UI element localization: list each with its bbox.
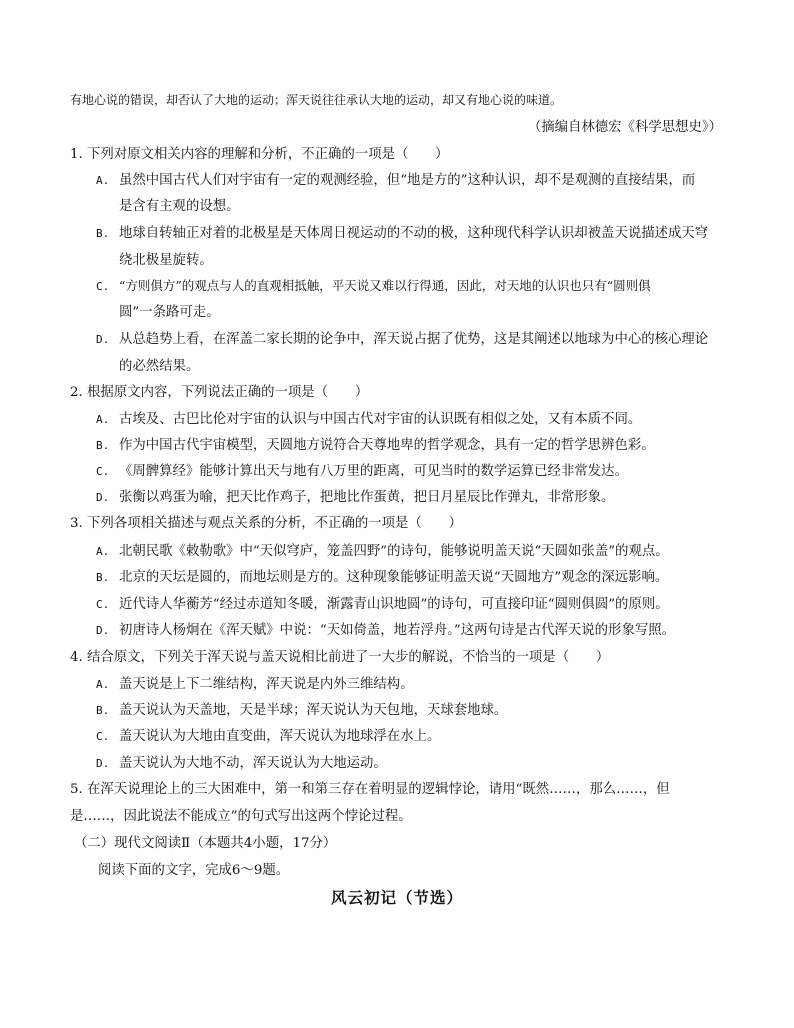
q1-option-c	[96, 276, 651, 297]
q3-option-c	[96, 595, 669, 615]
intro-tail: 有地心说的错误，却否认了大地的运动；浑天说往往承认大地的运动，却又有地心说的味道。	[70, 93, 563, 107]
q2-option-b	[96, 436, 655, 456]
question-5-stem: 5. 在浑天说理论上的三大困难中，第一和第三存在着明显的逻辑悖论，请用“既然……，那么……，但	[70, 782, 670, 797]
option-letter: A.	[96, 545, 110, 558]
option-text: 作为中国古代宇宙模型，天圆地方说符合天尊地卑的哲学观念，具有一定的哲学思辨色彩。	[119, 438, 655, 453]
option-letter: C.	[96, 280, 110, 293]
question-1-stem: 1. 下列对原文相关内容的理解和分析，不正确的一项是（ ）	[70, 147, 449, 162]
q1-option-d-cont: 的必然结果。	[119, 359, 200, 374]
q4-option-b	[96, 701, 507, 721]
q1-option-c-cont: 圆”一条路可走。	[119, 305, 220, 320]
option-letter: C.	[96, 598, 110, 611]
q1-option-a-cont: 是含有主观的设想。	[119, 199, 240, 214]
q2-option-d	[96, 488, 614, 508]
option-letter: A.	[96, 678, 110, 691]
q4-option-d	[96, 754, 387, 774]
q4-option-a	[96, 675, 414, 695]
q2-option-a	[96, 410, 641, 430]
option-text: 北朝民歌《敕勒歌》中“天似穹庐，笼盖四野”的诗句，能够说明盖天说“天圆如张盖”的观点。	[119, 544, 669, 559]
q3-option-d	[96, 621, 675, 641]
option-text: 初唐诗人杨炯在《浑天赋》中说：“天如倚盖，地若浮舟。”这两句诗是古代浑天说的形象写照。	[119, 623, 676, 638]
question-4-stem: 4. 结合原文，下列关于浑天说与盖天说相比前进了一大步的解说，不恰当的一项是（ ）	[70, 650, 610, 665]
option-text: 虽然中国古代人们对宇宙有一定的观测经验，但“地是方的”这种认识，却不是观测的直接结果，而	[119, 173, 696, 188]
option-text: 从总趋势上看，在浑盖二家长期的论争中，浑天说占据了优势，这是其阐述以地球为中心的核心理论	[119, 332, 709, 347]
option-letter: B.	[96, 704, 110, 717]
option-letter: C.	[96, 465, 110, 478]
option-text: 盖天说是上下二维结构，浑天说是内外三维结构。	[119, 677, 414, 692]
option-text: 盖天说认为大地由直变曲，浑天说认为地球浮在水上。	[119, 729, 441, 744]
option-text: “方则俱方”的观点与人的直观相抵触，平天说又难以行得通，因此，对天地的认识也只有“圆则俱	[119, 278, 651, 293]
section-heading: （二）现代文阅读Ⅱ（本题共4小题，17分）	[74, 836, 337, 851]
option-text: 北京的天坛是圆的，而地坛则是方的。这种现象能够证明盖天说“天圆地方”观念的深远影响。	[119, 570, 669, 585]
question-5-stem-cont: 是……，因此说法不能成立”的句式写出这两个悖论过程。	[70, 809, 412, 824]
q2-option-c	[96, 462, 628, 482]
question-2-stem: 2. 根据原文内容，下列说法正确的一项是（ ）	[70, 385, 369, 400]
option-text: 地球自转轴正对着的北极星是天体周日视运动的不动的极，这种现代科学认识却被盖天说描述成天穹	[119, 226, 709, 241]
q1-option-d	[96, 330, 708, 350]
passage-title: 风云初记（节选）	[330, 888, 463, 907]
question-3-stem: 3. 下列各项相关描述与观点关系的分析，不正确的一项是（ ）	[70, 516, 462, 531]
q3-option-b	[96, 568, 668, 588]
option-text: 近代诗人华蘅芳“经过赤道知冬暖，渐露青山识地圆”的诗句，可直接印证“圆则俱圆”的原则。	[119, 597, 669, 612]
q3-option-a	[96, 542, 669, 562]
option-letter: D.	[96, 757, 110, 770]
q1-option-b-cont: 绕北极星旋转。	[119, 253, 213, 268]
source-citation: （摘编自林德宏《科学思想史》）	[527, 120, 722, 135]
q1-option-a	[96, 171, 695, 191]
option-letter: B.	[96, 571, 110, 584]
option-text: 《周髀算经》能够计算出天与地有八万里的距离，可见当时的数学运算已经非常发达。	[119, 464, 628, 479]
option-text: 盖天说认为大地不动，浑天说认为大地运动。	[119, 756, 387, 771]
option-letter: A.	[96, 413, 110, 426]
option-letter: B.	[96, 439, 110, 452]
option-letter: D.	[96, 333, 110, 346]
option-letter: A.	[96, 174, 110, 187]
option-letter: D.	[96, 491, 110, 504]
option-letter: B.	[96, 227, 110, 240]
option-letter: D.	[96, 624, 110, 637]
reading-instruction: 阅读下面的文字，完成6～9题。	[98, 863, 290, 878]
q1-option-b	[96, 224, 708, 244]
option-text: 张衡以鸡蛋为喻，把天比作鸡子，把地比作蛋黄，把日月星辰比作弹丸，非常形象。	[119, 490, 615, 505]
option-text: 古埃及、古巴比伦对宇宙的认识与中国古代对宇宙的认识既有相似之处，又有本质不同。	[119, 412, 642, 427]
option-text: 盖天说认为天盖地，天是半球；浑天说认为天包地，天球套地球。	[119, 703, 508, 718]
q4-option-c	[96, 727, 440, 747]
option-letter: C.	[96, 730, 110, 743]
